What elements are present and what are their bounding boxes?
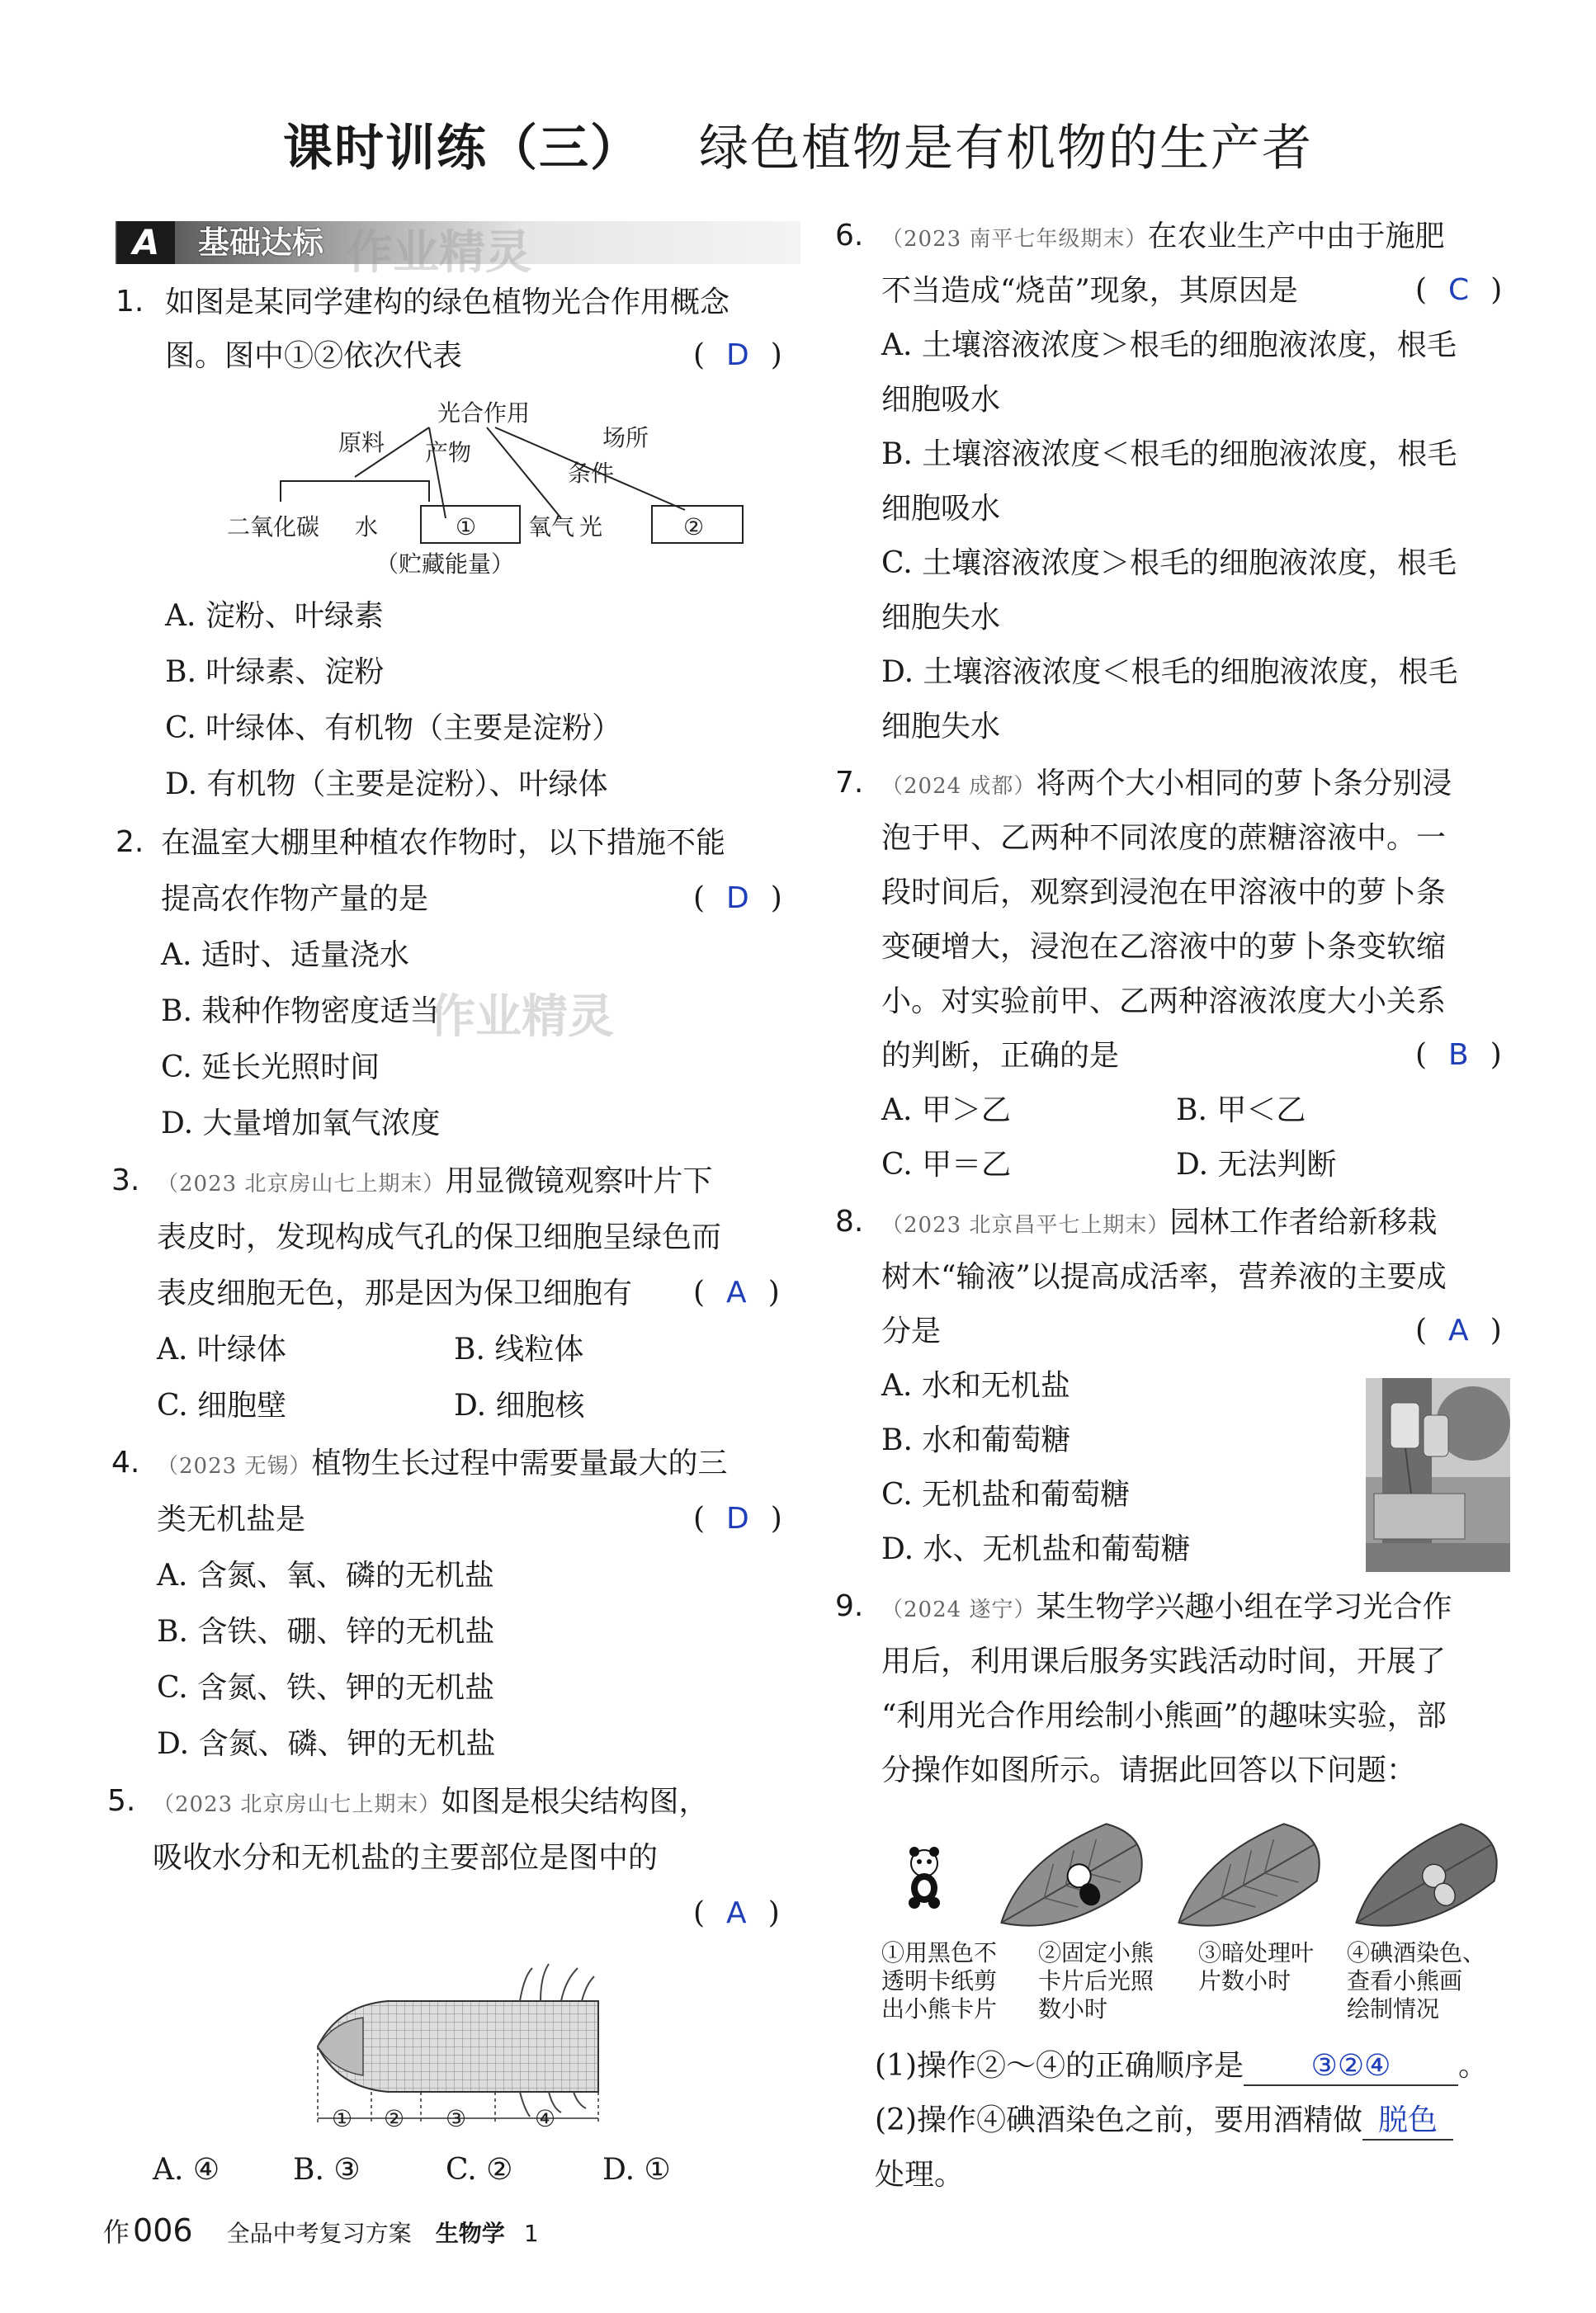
q4-line: 类无机盐是 (157, 1503, 306, 1536)
q3-answer: ( A ) (693, 1276, 780, 1310)
q1-option-c: C. 叶绿体、有机物（主要是淀粉） (165, 711, 622, 745)
footer-subject: 生物学 (435, 2220, 505, 2247)
q7-option-a: A. 甲＞乙 (881, 1093, 1011, 1127)
diagram-light: 光 (579, 513, 603, 540)
q3-line: 表皮时，发现构成气孔的保卫细胞呈绿色而 (157, 1220, 722, 1254)
q7-number: 7. (835, 766, 864, 800)
q7-line: 小。对实验前甲、乙两种溶液浓度大小关系 (881, 984, 1447, 1018)
q1-line: 图。图中①②依次代表 (165, 339, 463, 373)
q8-line: 树木“输液”以提高成活率，营养液的主要成 (881, 1260, 1447, 1294)
q1-option-a: A. 淀粉、叶绿素 (165, 599, 384, 633)
q3-number: 3. (111, 1164, 140, 1197)
q8-answer: ( A ) (1415, 1314, 1502, 1348)
q2-option-d: D. 大量增加氧气浓度 (161, 1107, 441, 1140)
q3-line-1: （2023 北京房山七上期末）用显微镜观察叶片下 (157, 1164, 713, 1198)
diagram-energy: （贮藏能量） (375, 550, 515, 578)
q6-option-c: C. 土壤溶液浓度＞根毛的细胞液浓度，根毛 (881, 546, 1457, 580)
q4-option-c: C. 含氮、铁、钾的无机盐 (157, 1671, 495, 1705)
q6-option-b: B. 土壤溶液浓度＜根毛的细胞液浓度，根毛 (881, 437, 1457, 471)
q7-option-b: B. 甲＜乙 (1176, 1093, 1306, 1127)
q9-sub2: (2)操作④碘酒染色之前，要用酒精做 脱色 (875, 2103, 1453, 2141)
tree-infusion-photo (1366, 1378, 1510, 1572)
q1-option-b: B. 叶绿素、淀粉 (165, 655, 385, 689)
watermark-2: 作业精灵 (429, 990, 614, 1044)
footer-volume: 1 (523, 2220, 539, 2247)
q2-option-a: A. 适时、适量浇水 (161, 938, 409, 972)
diagram-box1: ① (456, 513, 477, 540)
q2-line: 在温室大棚里种植农作物时，以下措施不能 (161, 826, 726, 860)
q9-sub2-answer: 脱色 (1362, 2103, 1453, 2141)
q5-option-a: A. ④ (153, 2153, 220, 2187)
q9-line: 用后，利用课后服务实践活动时间，开展了 (881, 1645, 1447, 1678)
footer (103, 2212, 539, 2249)
footer-page-number: 006 (133, 2212, 193, 2249)
leaf-step-3 (1161, 1815, 1333, 1947)
section-letter: A (117, 221, 175, 264)
q7-line: 的判断，正确的是 (881, 1039, 1120, 1073)
q3-option-d: D. 细胞核 (454, 1389, 585, 1423)
leaf-step-4 (1339, 1815, 1510, 1947)
q9-sub2-suffix: 处理。 (875, 2158, 965, 2192)
q6-option-d: D. 土壤溶液浓度＜根毛的细胞液浓度，根毛 (881, 655, 1458, 689)
q5-number: 5. (107, 1784, 136, 1818)
q5-option-b: B. ③ (293, 2153, 361, 2187)
q8-line: 分是 (881, 1315, 942, 1348)
diagram-root: 光合作用 (437, 399, 531, 427)
diagram-branch-raw: 原料 (338, 429, 385, 456)
q9-line: 分操作如图所示。请据此回答以下问题： (881, 1754, 1417, 1787)
q4-number: 4. (111, 1446, 140, 1480)
q2-answer: ( D ) (693, 881, 782, 915)
q2-number: 2. (116, 825, 144, 859)
diagram-water: 水 (355, 513, 379, 540)
q8-line-1: （2023 北京昌平七上期末）园林工作者给新移栽 (881, 1206, 1438, 1239)
q9-line-1: （2024 遂宁）某生物学兴趣小组在学习光合作 (881, 1590, 1452, 1624)
q6-option-c-cont: 细胞失水 (881, 601, 1001, 635)
q5-line-1: （2023 北京房山七上期末）如图是根尖结构图， (153, 1785, 709, 1819)
q5-option-d: D. ① (602, 2153, 671, 2187)
q7-line-1: （2024 成都）将两个大小相同的萝卜条分别浸 (881, 767, 1452, 800)
diagram-branch-product: 产物 (425, 439, 472, 466)
q2-option-c: C. 延长光照时间 (161, 1050, 380, 1084)
q8-number: 8. (835, 1205, 864, 1239)
bear-experiment-illustration (875, 1815, 1518, 1947)
q3-option-c: C. 细胞壁 (157, 1389, 287, 1423)
q9-step-1-caption: ①用黑色不 透明卡纸剪 出小熊卡片 (881, 1939, 998, 2023)
q7-answer: ( B ) (1415, 1038, 1502, 1072)
q4-line-1: （2023 无锡）植物生长过程中需要量最大的三 (157, 1447, 728, 1480)
q7-option-c: C. 甲＝乙 (881, 1148, 1012, 1182)
q6-option-b-cont: 细胞吸水 (881, 492, 1001, 526)
diagram-box2: ② (683, 513, 705, 540)
diagram-branch-place: 场所 (602, 424, 649, 451)
q6-option-a: A. 土壤溶液浓度＞根毛的细胞液浓度，根毛 (881, 328, 1457, 362)
q5-answer: ( A ) (693, 1896, 780, 1930)
q5-line: 吸收水分和无机盐的主要部位是图中的 (153, 1841, 659, 1875)
q3-option-b: B. 线粒体 (454, 1333, 584, 1367)
bear-card (909, 1847, 940, 1909)
q1-option-d: D. 有机物（主要是淀粉）、叶绿体 (165, 767, 608, 801)
q7-line: 段时间后，观察到浸泡在甲溶液中的萝卜条 (881, 876, 1447, 909)
photosynthesis-diagram (223, 394, 751, 584)
root-zone-label: ④ (535, 2105, 556, 2132)
root-zone-label: ③ (446, 2105, 467, 2132)
page-title (0, 109, 1596, 180)
q8-option-b: B. 水和葡萄糖 (881, 1423, 1071, 1457)
q9-step-2-caption: ②固定小熊 卡片后光照 数小时 (1038, 1939, 1155, 2023)
q9-line: “利用光合作用绘制小熊画”的趣味实验，部 (881, 1699, 1447, 1733)
footer-book: 全品中考复习方案 (226, 2220, 412, 2247)
q2-option-b: B. 栽种作物密度适当 (161, 994, 440, 1028)
q9-sub1: (1)操作②～④的正确顺序是 ③②④ 。 (875, 2048, 1488, 2086)
footer-prefix: 作 (103, 2216, 130, 2248)
root-tip-diagram (314, 1956, 627, 2137)
q3-option-a: A. 叶绿体 (157, 1333, 286, 1367)
q6-line: 不当造成“烧苗”现象，其原因是 (881, 274, 1298, 308)
q8-option-d: D. 水、无机盐和葡萄糖 (881, 1532, 1191, 1566)
q2-line: 提高农作物产量的是 (161, 882, 429, 916)
q3-line: 表皮细胞无色，那是因为保卫细胞有 (157, 1277, 633, 1310)
q4-answer: ( D ) (693, 1502, 782, 1536)
q5-option-c: C. ② (446, 2153, 513, 2187)
title-sub: 绿色植物是有机物的生产者 (699, 120, 1313, 177)
q9-number: 9. (835, 1589, 864, 1623)
q6-number: 6. (835, 219, 864, 253)
section-label: 基础达标 (198, 224, 324, 261)
leaf-step-2 (984, 1815, 1155, 1947)
diagram-oxygen: 氧气 (528, 513, 575, 540)
title-main: 课时训练（三） (283, 120, 641, 177)
q4-option-d: D. 含氮、磷、钾的无机盐 (157, 1727, 496, 1761)
q6-option-a-cont: 细胞吸水 (881, 383, 1001, 417)
q6-answer: ( C ) (1415, 273, 1503, 307)
root-zone-label: ① (332, 2105, 353, 2132)
q4-option-a: A. 含氮、氧、磷的无机盐 (157, 1559, 494, 1593)
watermark-1: 作业精灵 (347, 226, 531, 280)
q6-option-d-cont: 细胞失水 (881, 710, 1001, 743)
q9-step-4-caption: ④碘酒染色、 查看小熊画 绘制情况 (1347, 1939, 1486, 2023)
q4-option-b: B. 含铁、硼、锌的无机盐 (157, 1615, 495, 1649)
diagram-branch-condition: 条件 (568, 460, 615, 487)
q7-option-d: D. 无法判断 (1176, 1148, 1337, 1182)
q1-line: 如图是某同学建构的绿色植物光合作用概念 (165, 286, 730, 319)
q1-answer: ( D ) (693, 338, 782, 372)
q1-number: 1. (116, 285, 144, 319)
diagram-co2: 二氧化碳 (227, 513, 320, 540)
q9-sub1-answer: ③②④ (1244, 2048, 1458, 2086)
q7-line: 泡于甲、乙两种不同浓度的蔗糖溶液中。一 (881, 821, 1447, 855)
q8-option-c: C. 无机盐和葡萄糖 (881, 1478, 1131, 1512)
q9-step-3-caption: ③暗处理叶 片数小时 (1198, 1939, 1315, 1994)
root-zone-label: ② (384, 2105, 405, 2132)
q6-line-1: （2023 南平七年级期末）在农业生产中由于施肥 (881, 219, 1445, 253)
q7-line: 变硬增大，浸泡在乙溶液中的萝卜条变软缩 (881, 930, 1447, 964)
q8-option-a: A. 水和无机盐 (881, 1369, 1070, 1403)
